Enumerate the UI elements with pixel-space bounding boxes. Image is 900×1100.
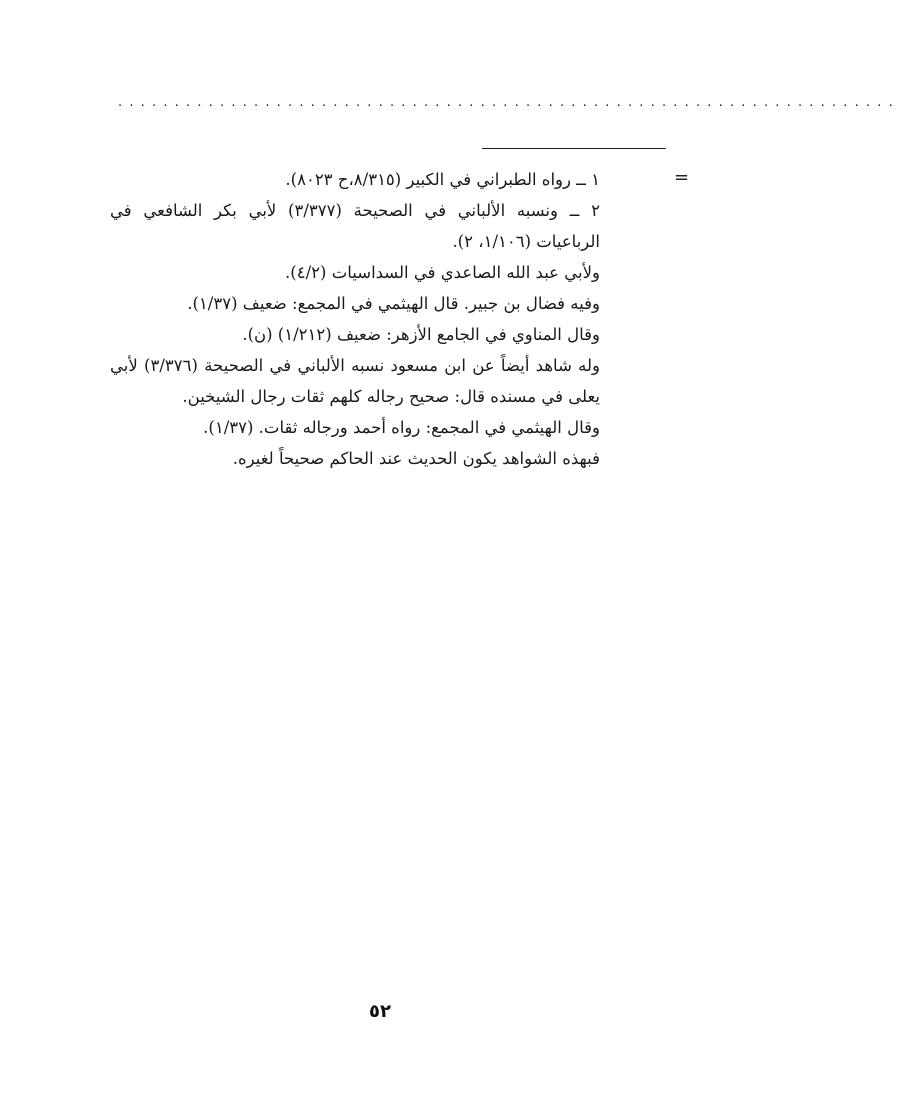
footnote-line: وله شاهد أيضاً عن ابن مسعود نسبه الألباني في الصحيحة (٣/٣٧٦) لأبي — [110, 356, 601, 375]
footnote-line: وقال المناوي في الجامع الأزهر: ضعيف (١/٢١٢) (ن). — [242, 325, 600, 344]
header-dotted-rule: ..................................................................... — [118, 95, 900, 110]
footnote-line: ١ ــ رواه الطبراني في الكبير (٨/٣١٥،ح ٨٠٢٣). — [285, 170, 600, 189]
footnote-line: فبهذه الشواهد يكون الحديث عند الحاكم صحيحاً لغيره. — [232, 449, 600, 468]
footnote-line: ولأبي عبد الله الصاعدي في السداسيات (٤/٢). — [285, 263, 600, 282]
footnotes-block — [110, 164, 600, 474]
footnote-line: وقال الهيثمي في المجمع: رواه أحمد ورجاله ثقات. (١/٣٧). — [203, 418, 600, 437]
footnote-line: ٢ ــ ونسبه الألباني في الصحيحة (٣/٣٧٧) لأبي بكر الشافعي في — [110, 201, 600, 220]
page-number: ٥٢ — [369, 1001, 391, 1022]
footnote-line: يعلى في مسنده قال: صحيح رجاله كلهم ثقات رجال الشيخين. — [182, 387, 600, 406]
footnote-line: الرباعيات (١/١٠٦، ٢). — [452, 232, 600, 251]
continuation-mark: = — [674, 167, 690, 188]
footnote-line: وفيه فضال بن جبير. قال الهيثمي في المجمع: ضعيف (١/٣٧). — [187, 294, 600, 313]
footnote-separator — [482, 148, 666, 149]
